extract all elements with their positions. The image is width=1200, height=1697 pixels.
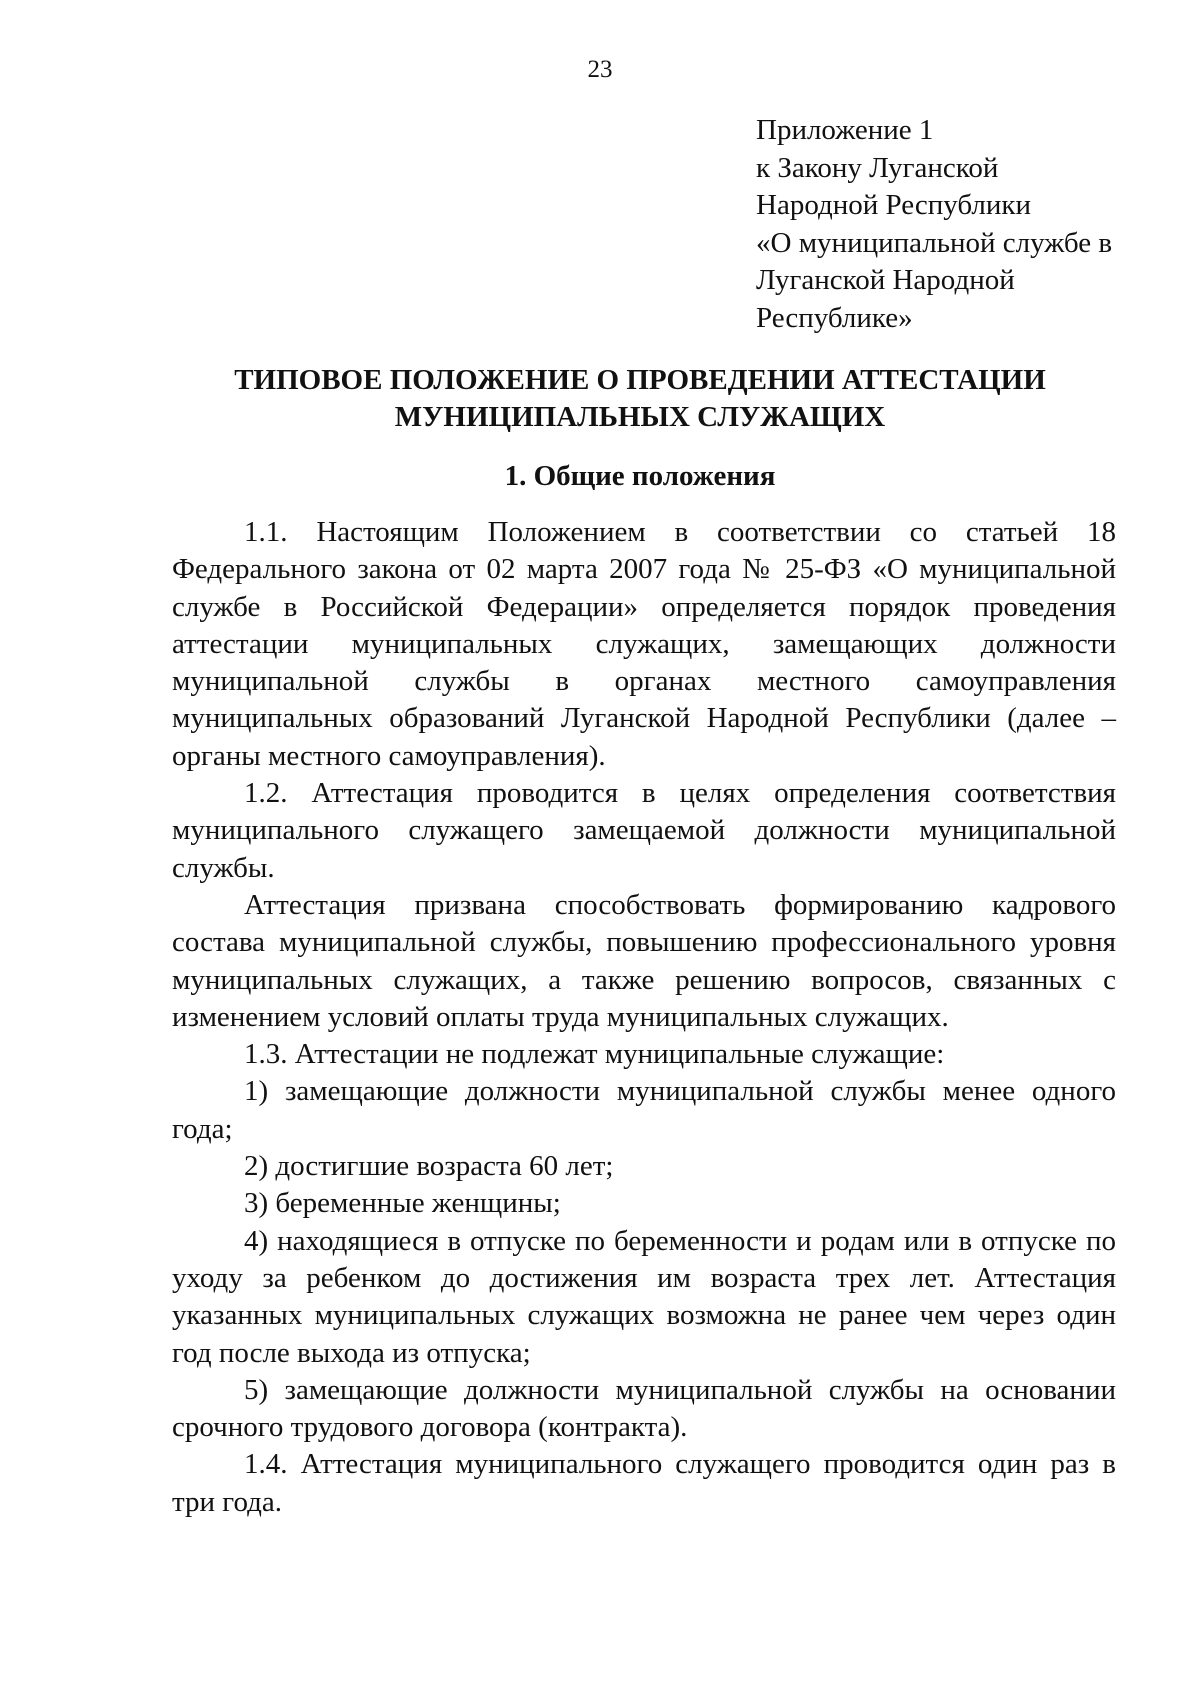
appendix-line: Луганской Народной	[756, 264, 1015, 296]
list-item-1: 1) замещающие должности муниципальной службы менее одного года;	[172, 1075, 1116, 1145]
document-title-line-2: МУНИЦИПАЛЬНЫХ СЛУЖАЩИХ	[394, 401, 886, 433]
list-item-2: 2) достигшие возраста 60 лет;	[244, 1150, 614, 1183]
appendix-line: Приложение 1	[756, 114, 934, 146]
appendix-line: Республике»	[756, 301, 913, 334]
appendix-line: к Закону Луганской	[756, 151, 999, 184]
appendix-line: Народной Республики	[756, 189, 1032, 221]
document-body	[172, 514, 1116, 1521]
appendix-block	[756, 112, 1176, 337]
list-item-5: 5) замещающие должности муниципальной службы на основании срочного трудового договора (контракта).	[172, 1373, 1116, 1444]
paragraph-attestation-purpose: Аттестация призвана способствовать формированию кадрового состава муниципальной службы, повышению профессионального уровня муниципальных служащих, а также решению вопросов, связанных с изменением условий оплаты труда муниципальных служащих.	[172, 888, 1116, 1033]
paragraph-1-2: 1.2. Аттестация проводится в целях определения соответствия муниципального служащего замещаемой должности муниципальной службы.	[172, 777, 1116, 884]
appendix-line: «О муниципальной службе в	[756, 226, 1113, 259]
paragraph-1-4: 1.4. Аттестация муниципального служащего проводится один раз в три года.	[172, 1448, 1116, 1518]
page-number: 23	[587, 56, 613, 83]
list-item-4: 4) находящиеся в отпуске по беременности и родам или в отпуске по уходу за ребенком до достижения им возраста трех лет. Аттестация указанных муниципальных служащих возможна не ранее чем через один год после выхода из отпуска;	[172, 1224, 1116, 1369]
document-title	[120, 362, 1160, 436]
section-heading: 1. Общие положения	[504, 460, 776, 492]
list-item-3: 3) беременные женщины;	[244, 1187, 561, 1220]
paragraph-1-3: 1.3. Аттестации не подлежат муниципальные служащие:	[244, 1038, 945, 1071]
paragraph-1-1: 1.1. Настоящим Положением в соответствии со статьей 18 Федерального закона от 02 марта 2007 года № 25-ФЗ «О муниципальной службе в Российской Федерации» определяется порядок проведения аттестации муниципальных служащих, замещающих должности муниципальной службы в органах местного самоуправления муниципальных образований Луганской Народной Республики (далее – органы местного самоуправления).	[172, 516, 1116, 772]
document-title-line-1: ТИПОВОЕ ПОЛОЖЕНИЕ О ПРОВЕДЕНИИ АТТЕСТАЦИИ	[234, 364, 1046, 396]
